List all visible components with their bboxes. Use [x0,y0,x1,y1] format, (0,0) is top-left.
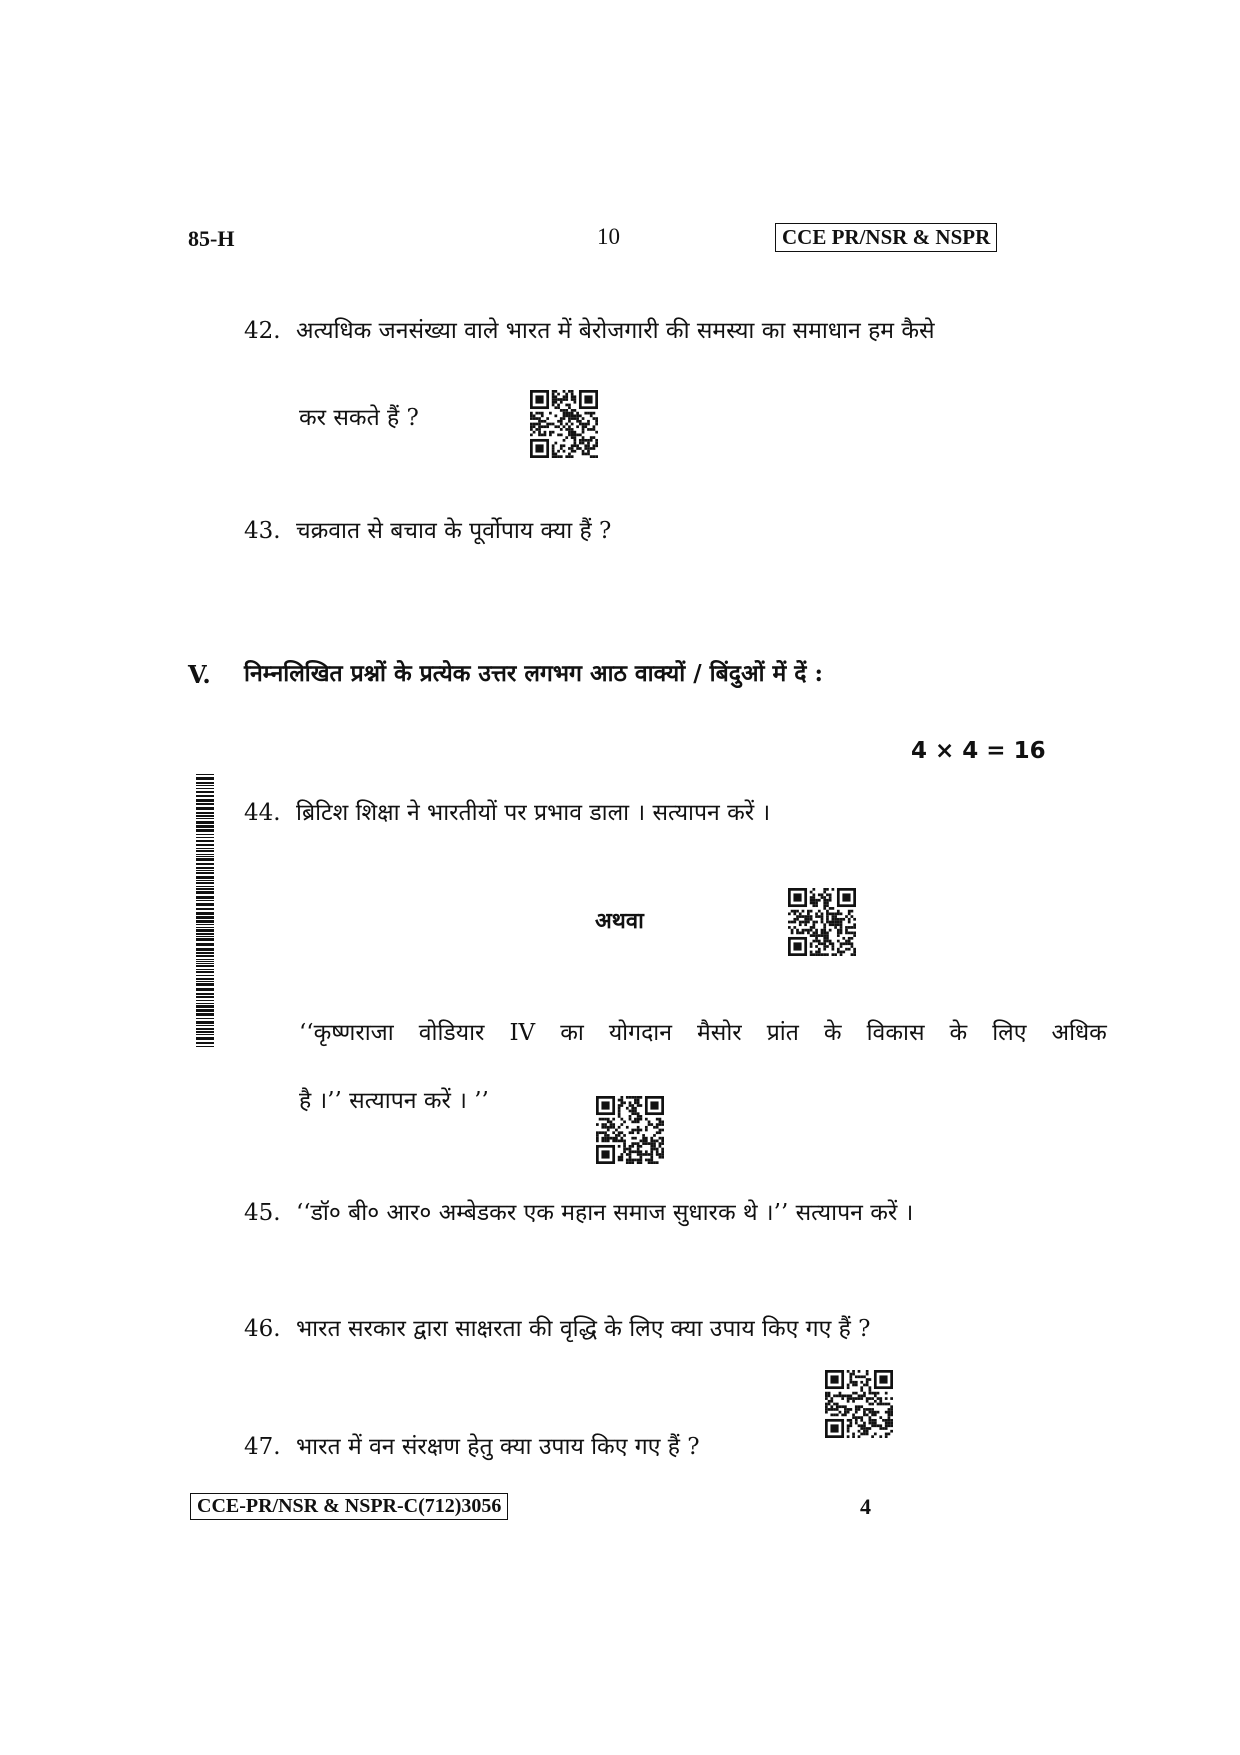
qr-code-icon [788,888,856,956]
question-44-alternate-line2: है ।’’ सत्यापन करें । ’’ [299,1088,489,1114]
qr-code-icon [530,390,598,458]
question-text: ब्रिटिश शिक्षा ने भारतीयों पर प्रभाव डाला । सत्यापन करें । [296,800,771,826]
word: अधिक [1051,1020,1107,1046]
word: योगदान [608,1020,673,1046]
word: विकास [866,1020,925,1046]
question-text: अत्यधिक जनसंख्या वाले भारत में बेरोजगारी की समस्या का समाधान हम कैसे [296,318,935,344]
question-number: 45. [244,1200,281,1226]
question-number: 46. [244,1316,281,1342]
question-42-line2: कर सकते हैं ? [299,405,419,431]
qr-code-icon [825,1370,893,1438]
question-number: 47. [244,1434,281,1460]
question-42 [244,318,935,346]
question-text: चक्रवात से बचाव के पूर्वोपाय क्या हैं ? [296,518,612,544]
section-instruction: निम्नलिखित प्रश्नों के प्रत्येक उत्तर लगभग आठ वाक्यों / बिंदुओं में दें : [244,660,823,687]
word: के [823,1020,842,1046]
barcode-icon [196,774,214,1048]
word: के [949,1020,968,1046]
page-number: 10 [597,224,620,249]
word: ‘‘कृष्णराजा [299,1020,394,1046]
question-45 [244,1200,913,1228]
header-code-right: CCE PR/NSR & NSPR [775,223,997,252]
question-43 [244,518,611,546]
question-46 [244,1316,870,1344]
word: IV [509,1020,536,1046]
question-text: ‘‘डॉ० बी० आर० अम्बेडकर एक महान समाज सुधारक थे ।’’ सत्यापन करें । [296,1200,914,1226]
header-code-left: 85-H [188,226,235,251]
question-text: भारत सरकार द्वारा साक्षरता की वृद्धि के लिए क्या उपाय किए गए हैं ? [296,1316,871,1342]
word: का [560,1020,584,1046]
question-text: भारत में वन संरक्षण हेतु क्या उपाय किए गए हैं ? [296,1434,700,1460]
question-47 [244,1434,700,1462]
qr-code-icon [596,1096,664,1164]
word: मैसोर [697,1020,742,1046]
question-number: 44. [244,800,281,826]
or-label: अथवा [595,908,644,934]
section-number: V. [188,660,211,689]
section-marks: 4 × 4 = 16 [911,738,1046,764]
footer-code: CCE-PR/NSR & NSPR-C(712)3056 [190,1493,508,1520]
question-number: 42. [244,318,281,344]
question-44-alternate [299,1020,1107,1048]
word: वोडियार [418,1020,485,1046]
word: लिए [992,1020,1027,1046]
footer-page-number: 4 [860,1494,871,1519]
word: प्रांत [766,1020,799,1046]
question-number: 43. [244,518,281,544]
question-44 [244,800,770,828]
